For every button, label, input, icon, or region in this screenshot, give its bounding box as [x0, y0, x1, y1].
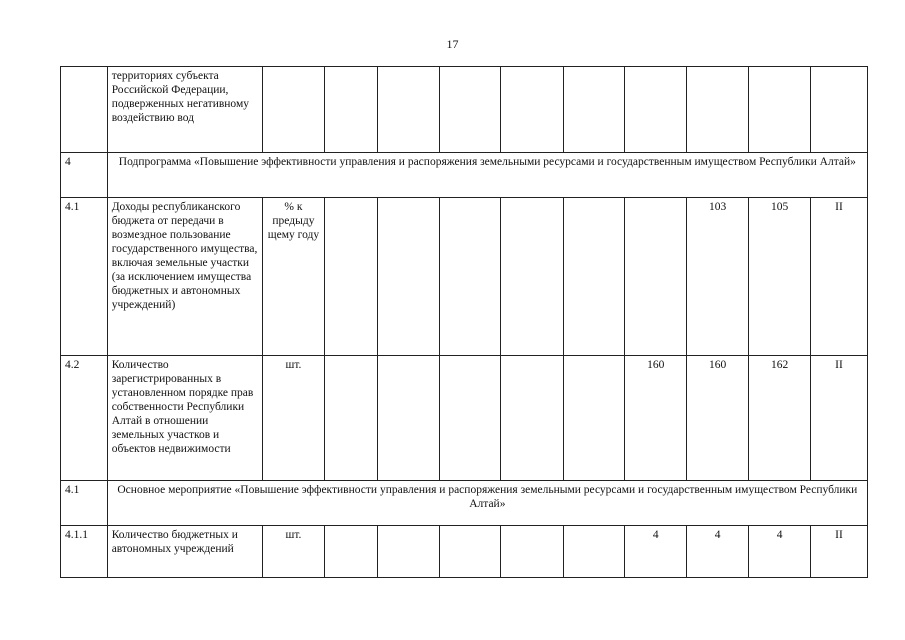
value-cell: II [811, 526, 868, 578]
section-row [61, 481, 868, 526]
section-title: Основное мероприятие «Повышение эффективности управления и распоряжения земельными ресурсами и государственным имуществом Республики Алтай» [107, 481, 867, 526]
value-cell: 4 [749, 526, 811, 578]
value-cell [324, 356, 377, 481]
table-row [61, 526, 868, 578]
value-cell [439, 526, 501, 578]
table-row [61, 356, 868, 481]
value-cell [564, 198, 625, 356]
section-title: Подпрограмма «Повышение эффективности управления и распоряжения земельными ресурсами и государственным имуществом Республики Алтай» [107, 153, 867, 198]
value-cell [687, 67, 749, 153]
value-cell: 4 [687, 526, 749, 578]
value-cell [625, 198, 687, 356]
indicator-name: Количество зарегистрированных в установленном порядке прав собственности Республики Алтай в отношении земельных участков и объектов недвижимости [107, 356, 262, 481]
indicator-name: Количество бюджетных и автономных учреждений [107, 526, 262, 578]
value-cell [501, 356, 564, 481]
value-cell: 4 [625, 526, 687, 578]
value-cell: 160 [687, 356, 749, 481]
row-number: 4.1 [61, 198, 108, 356]
value-cell [324, 198, 377, 356]
value-cell: II [811, 356, 868, 481]
value-cell: 103 [687, 198, 749, 356]
indicator-name: Доходы республиканского бюджета от передачи в возмездное пользование государственного имущества, включая земельные участки (за исключением имущества бюджетных и автономных учреждений) [107, 198, 262, 356]
unit-cell [262, 67, 324, 153]
row-number [61, 67, 108, 153]
value-cell [564, 356, 625, 481]
value-cell [377, 67, 439, 153]
section-number: 4.1 [61, 481, 108, 526]
unit-cell: % к предыду щему году [262, 198, 324, 356]
value-cell [324, 67, 377, 153]
value-cell [564, 526, 625, 578]
unit-cell: шт. [262, 356, 324, 481]
value-cell: 160 [625, 356, 687, 481]
section-row [61, 153, 868, 198]
indicator-name: территориях субъекта Российской Федерации, подверженных негативному воздействию вод [107, 67, 262, 153]
value-cell [811, 67, 868, 153]
value-cell [564, 67, 625, 153]
page-number: 17 [446, 37, 459, 51]
value-cell [324, 526, 377, 578]
row-number: 4.1.1 [61, 526, 108, 578]
value-cell [749, 67, 811, 153]
section-number: 4 [61, 153, 108, 198]
unit-cell: шт. [262, 526, 324, 578]
value-cell [439, 67, 501, 153]
value-cell: II [811, 198, 868, 356]
value-cell: 105 [749, 198, 811, 356]
value-cell [501, 198, 564, 356]
table-row [61, 198, 868, 356]
value-cell: 162 [749, 356, 811, 481]
value-cell [501, 526, 564, 578]
value-cell [377, 198, 439, 356]
row-number: 4.2 [61, 356, 108, 481]
value-cell [439, 198, 501, 356]
table-row [61, 67, 868, 153]
value-cell [625, 67, 687, 153]
indicators-table [60, 66, 868, 578]
value-cell [439, 356, 501, 481]
value-cell [377, 526, 439, 578]
value-cell [377, 356, 439, 481]
value-cell [501, 67, 564, 153]
